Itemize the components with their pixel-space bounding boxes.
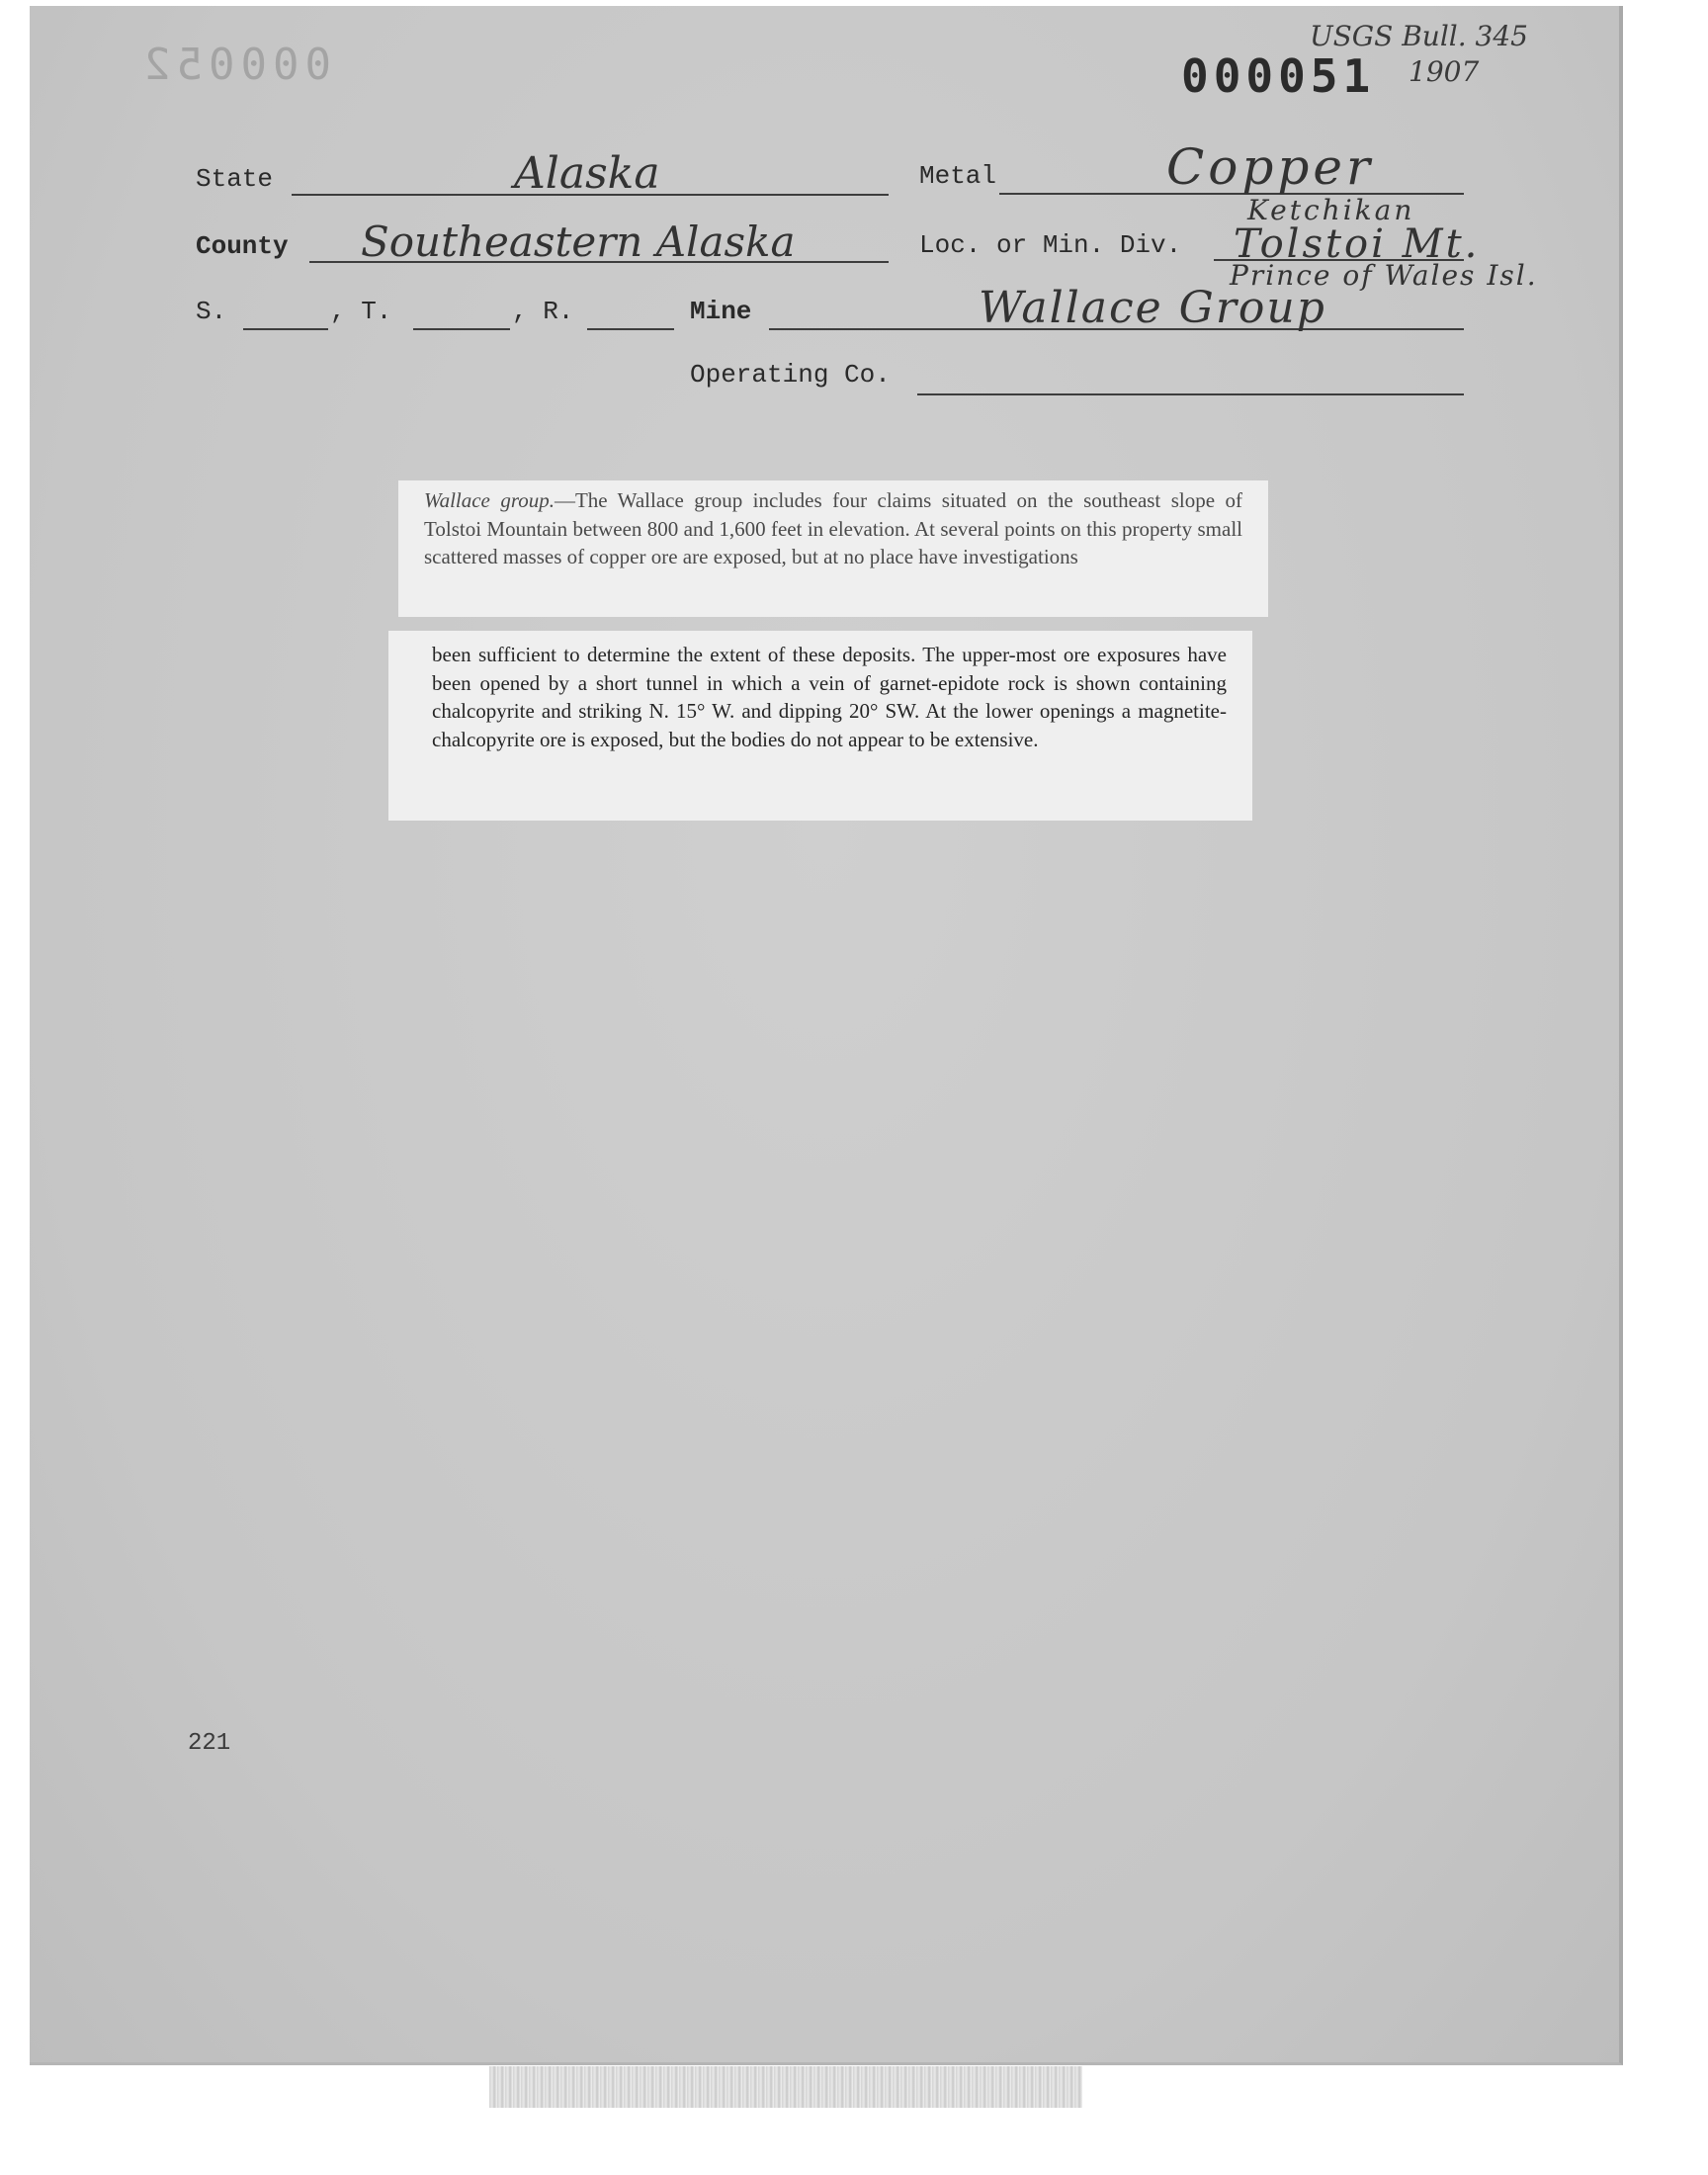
file-number-stamp: 000051 bbox=[1181, 49, 1376, 103]
loc-label: Loc. or Min. Div. bbox=[919, 230, 1182, 260]
county-label: County bbox=[196, 231, 289, 261]
clipping-paragraph-1: —The Wallace group includes four claims situated on the southeast slope of Tolstoi Mountain between 800 and 1,600 feet in elevation. At several points on this property small scattered masses of copper ore are exposed, but at no place have investigations bbox=[424, 488, 1242, 568]
page-number: 221 bbox=[188, 1730, 231, 1757]
township-label: , T. bbox=[330, 297, 392, 326]
loc-value: Tolstoi Mt. bbox=[1234, 221, 1481, 267]
loc-value-above: Ketchikan bbox=[1247, 194, 1415, 226]
section-line bbox=[243, 328, 328, 330]
clipping-part-2 bbox=[388, 631, 1252, 821]
range-label: , R. bbox=[512, 297, 574, 326]
operating-company-line bbox=[917, 393, 1464, 395]
clipping-part-1 bbox=[398, 480, 1268, 617]
index-card bbox=[30, 6, 1623, 2065]
mine-label: Mine bbox=[690, 297, 752, 326]
range-line bbox=[587, 328, 674, 330]
operating-company-label: Operating Co. bbox=[690, 360, 891, 390]
section-label: S. bbox=[196, 297, 227, 326]
year-annotation: 1907 bbox=[1409, 55, 1480, 88]
reference-annotation: USGS Bull. 345 bbox=[1310, 20, 1528, 52]
metal-label: Metal bbox=[919, 161, 997, 191]
loc-value-below: Prince of Wales Isl. bbox=[1230, 259, 1538, 292]
township-line bbox=[413, 328, 510, 330]
bleed-through-number: 000052 bbox=[138, 40, 331, 90]
county-value: Southeastern Alaska bbox=[361, 218, 796, 266]
clipping-paragraph-2: been sufficient to determine the extent of these deposits. The upper-most ore exposures have been opened by a short tunnel in which a vein of garnet-epidote rock is shown containing chalcopyrite and striking N. 15° W. and dipping 20° SW. At the lower openings a magnetite-chalcopyrite ore is exposed, but the bodies do not appear to be extensive. bbox=[432, 643, 1227, 751]
state-label: State bbox=[196, 164, 274, 194]
state-value: Alaska bbox=[514, 148, 660, 199]
scanner-artifact-strip bbox=[489, 2066, 1082, 2108]
metal-value: Copper bbox=[1166, 138, 1374, 196]
mine-value: Wallace Group bbox=[979, 283, 1326, 333]
clipping-heading: Wallace group. bbox=[424, 488, 555, 512]
